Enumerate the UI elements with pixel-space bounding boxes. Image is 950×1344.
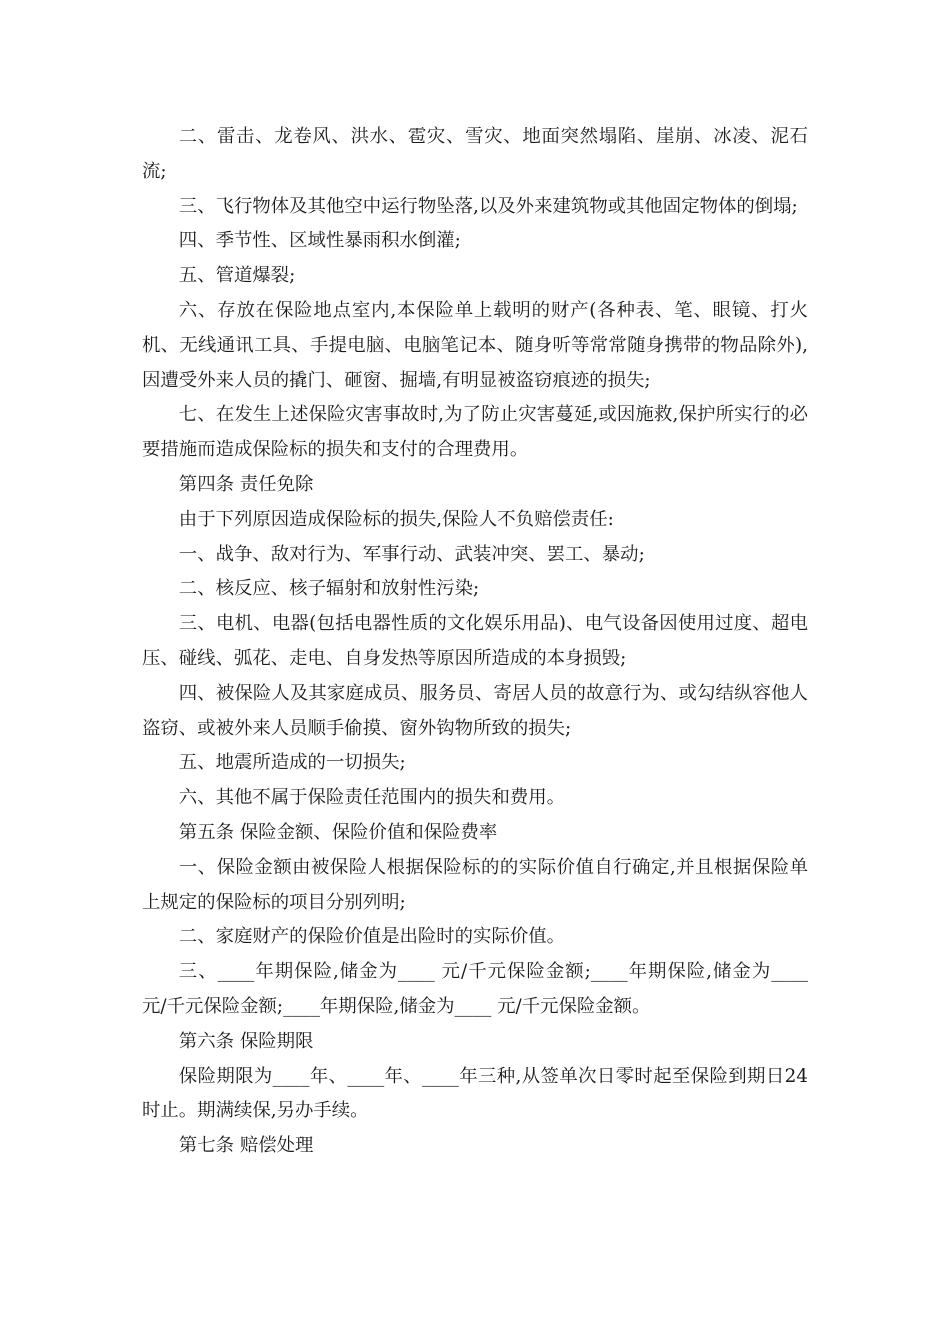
paragraph-item-6-theft: 六、存放在保险地点室内,本保险单上载明的财产(各种表、笔、眼镜、打火机、无线通讯工具、手提电脑、电脑笔记本、随身听等常常随身携带的物品除外),因遭受外来人员的撬门、砸窗、掘墙,有明显被盗窃痕迹的损失; bbox=[142, 299, 808, 391]
article-6-heading: 第六条 保险期限 bbox=[178, 1030, 314, 1052]
exclusion-item-3-electrical: 三、电机、电器(包括电器性质的文化娱乐用品)、电气设备因使用过度、超电压、碰线、弧花、走电、自身发热等原因所造成的本身损毁; bbox=[142, 613, 808, 669]
exclusion-item-4-intentional: 四、被保险人及其家庭成员、服务员、寄居人员的故意行为、或勾结纵容他人盗窃、或被外来人员顺手偷摸、窗外钩物所致的损失; bbox=[142, 682, 808, 739]
article-7-heading: 第七条 赔偿处理 bbox=[178, 1135, 314, 1157]
paragraph-item-5-pipe-burst: 五、管道爆裂; bbox=[178, 265, 296, 287]
paragraph-item-3-falling-objects: 三、飞行物体及其他空中运行物坠落,以及外来建筑物或其他固定物体的倒塌; bbox=[178, 195, 798, 217]
amount-item-1: 一、保险金额由被保险人根据保险标的的实际价值自行确定,并且根据保险单上规定的保险标的项目分别列明; bbox=[142, 856, 808, 913]
exclusion-item-5-earthquake: 五、地震所造成的一切损失; bbox=[178, 752, 406, 774]
paragraph-item-2-lightning: 二、雷击、龙卷风、洪水、雹灾、雪灾、地面突然塌陷、崖崩、冰凌、泥石流; bbox=[142, 126, 808, 182]
exclusion-intro: 由于下列原因造成保险标的损失,保险人不负赔偿责任: bbox=[178, 508, 614, 530]
amount-item-2: 二、家庭财产的保险价值是出险时的实际价值。 bbox=[178, 926, 566, 948]
amount-item-3-deposit-rates: 三、____年期保险,储金为____ 元/千元保险金额;____年期保险,储金为____ 元/千元保险金额;____年期保险,储金为____ 元/千元保险金额。 bbox=[142, 961, 808, 1017]
article-4-heading: 第四条 责任免除 bbox=[178, 473, 314, 495]
paragraph-item-4-rainwater: 四、季节性、区域性暴雨积水倒灌; bbox=[178, 230, 461, 252]
document-body bbox=[142, 120, 808, 1164]
paragraph-item-7-rescue-costs: 七、在发生上述保险灾害事故时,为了防止灾害蔓延,或因施救,保护所实行的必要措施而造成保险标的损失和支付的合理费用。 bbox=[142, 404, 808, 461]
term-description: 保险期限为____年、____年、____年三种,从签单次日零时起至保险到期日24时止。期满续保,另办手续。 bbox=[142, 1065, 808, 1122]
exclusion-item-6-other: 六、其他不属于保险责任范围内的损失和费用。 bbox=[178, 787, 566, 809]
exclusion-item-1-war: 一、战争、敌对行为、军事行动、武装冲突、罢工、暴动; bbox=[178, 543, 645, 565]
exclusion-item-2-nuclear: 二、核反应、核子辐射和放射性污染; bbox=[178, 578, 480, 600]
article-5-heading: 第五条 保险金额、保险价值和保险费率 bbox=[178, 821, 498, 843]
